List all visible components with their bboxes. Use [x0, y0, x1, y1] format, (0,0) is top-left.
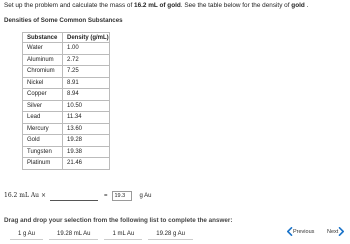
- density-cell: 8.94: [63, 89, 110, 101]
- substance-cell: Aluminum: [23, 54, 63, 66]
- chevron-right-icon: [338, 227, 345, 236]
- substance-cell: Silver: [23, 100, 63, 112]
- table-title: Densities of Some Common Substances: [4, 17, 123, 24]
- table-header-row: [23, 33, 110, 43]
- previous-button[interactable]: [286, 227, 314, 236]
- density-cell: 13.60: [63, 123, 110, 135]
- substance-cell: Water: [23, 43, 63, 55]
- answer-input[interactable]: 19.3: [112, 191, 132, 201]
- draggable-chip[interactable]: 1 g Au: [10, 229, 43, 240]
- table-row: [23, 89, 110, 101]
- instructions-quantity: 16.2 mL of gold: [134, 2, 181, 9]
- substance-cell: Mercury: [23, 123, 63, 135]
- substance-cell: Copper: [23, 89, 63, 101]
- density-cell: 8.91: [63, 77, 110, 89]
- table-row: [23, 112, 110, 124]
- equals-sign: =: [103, 192, 108, 199]
- next-button[interactable]: [327, 227, 345, 236]
- density-cell: 19.38: [63, 146, 110, 158]
- density-cell: 21.46: [63, 158, 110, 170]
- density-cell: 2.72: [63, 54, 110, 66]
- draggable-options: [10, 229, 193, 240]
- table-row: [23, 43, 110, 55]
- density-cell: 19.28: [63, 135, 110, 147]
- header-substance: Substance: [23, 33, 63, 43]
- substance-cell: Platinum: [23, 158, 63, 170]
- chevron-left-icon: [286, 227, 293, 236]
- table-row: [23, 77, 110, 89]
- draggable-chip[interactable]: 1 mL Au: [104, 229, 142, 240]
- density-cell: 7.25: [63, 66, 110, 78]
- table-row: [23, 100, 110, 112]
- instructions-suffix: . See the table below for the density of: [180, 2, 292, 9]
- density-cell: 1.00: [63, 43, 110, 55]
- table-row: [23, 135, 110, 147]
- density-cell: 11.34: [63, 112, 110, 124]
- density-cell: 10.50: [63, 100, 110, 112]
- substance-cell: Tungsten: [23, 146, 63, 158]
- substance-cell: Nickel: [23, 77, 63, 89]
- substance-cell: Chromium: [23, 66, 63, 78]
- table-row: [23, 158, 110, 170]
- table-row: [23, 123, 110, 135]
- previous-label: Previous: [293, 228, 315, 235]
- substance-cell: Gold: [23, 135, 63, 147]
- instructions-prefix: Set up the problem and calculate the mass of: [4, 2, 135, 9]
- answer-unit: g Au: [139, 192, 152, 199]
- substance-cell: Lead: [23, 112, 63, 124]
- density-table: [22, 32, 110, 170]
- instructions: [4, 2, 344, 10]
- table-row: [23, 54, 110, 66]
- drag-instructions: Drag and drop your selection from the following list to complete the answer:: [4, 217, 233, 224]
- instructions-element: gold: [291, 2, 305, 9]
- equation-start: 16.2 mL Au ×: [4, 192, 46, 199]
- draggable-chip[interactable]: 19.28 g Au: [148, 229, 193, 240]
- table-row: [23, 66, 110, 78]
- equation: [4, 190, 152, 201]
- instructions-end: .: [304, 2, 309, 9]
- draggable-chip[interactable]: 19.28 mL Au: [49, 229, 98, 240]
- table-row: [23, 146, 110, 158]
- header-density: Density (g/mL): [63, 33, 110, 43]
- drop-slot-numerator[interactable]: [50, 190, 98, 201]
- next-label: Next: [327, 228, 339, 235]
